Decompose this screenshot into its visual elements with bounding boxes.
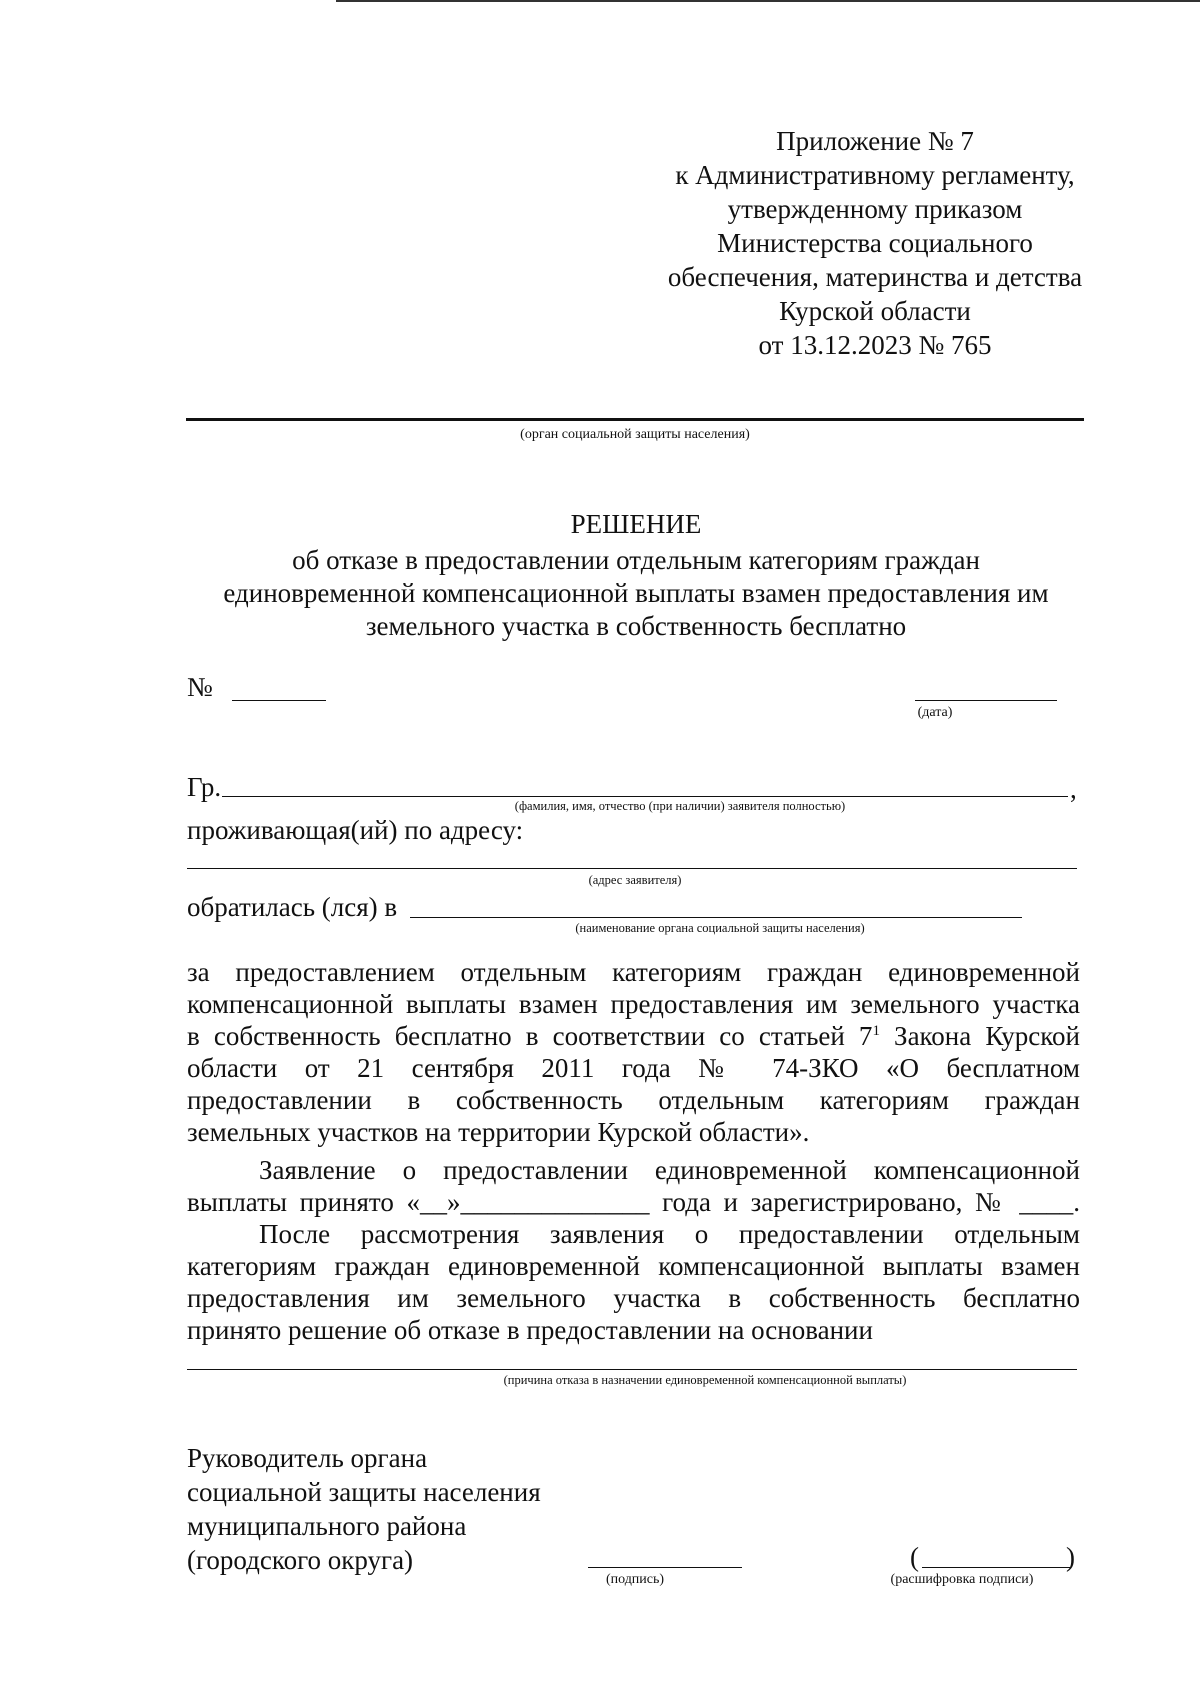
paragraph-request	[187, 956, 1080, 1148]
scan-edge-line	[336, 0, 1200, 2]
applied-blank-line	[410, 917, 1022, 918]
paragraph-line: категориям граждан единовременной компенсационной выплаты взамен	[187, 1251, 1080, 1281]
decoding-close-paren: )	[1066, 1542, 1075, 1572]
appendix-line: обеспечения, материнства и детства	[667, 262, 1083, 292]
signature-caption: (подпись)	[605, 1572, 665, 1587]
paragraph-line: предоставления им земельного участка в собственность бесплатно	[187, 1283, 1080, 1313]
paragraph-line: принято решение об отказе в предоставлении на основании	[187, 1315, 873, 1345]
decoding-caption: (расшифровка подписи)	[890, 1572, 1034, 1587]
signer-line: социальной защиты населения	[187, 1477, 541, 1507]
title-line: единовременной компенсационной выплаты взамен предоставления им	[223, 578, 1049, 608]
paragraph-line: земельных участков на территории Курской области».	[187, 1117, 810, 1147]
paragraph-line: Заявление о предоставлении единовременной компенсационной	[259, 1155, 1080, 1185]
superscript: 1	[872, 1023, 880, 1039]
signature-blank-line	[588, 1567, 742, 1568]
paragraph-line: выплаты принято «__»______________ года и зарегистрировано, № ____.	[187, 1187, 1080, 1217]
paragraph-decision	[187, 1218, 1080, 1346]
date-blank-line	[915, 700, 1057, 701]
line-text: в собственность бесплатно в соответствии со статьей 7	[187, 1021, 873, 1051]
reason-caption: (причина отказа в назначении единовременной компенсационной выплаты)	[503, 1373, 907, 1387]
appendix-line: утвержденному приказом	[727, 194, 1023, 224]
appendix-header	[620, 124, 1130, 362]
number-label: №	[187, 672, 213, 702]
paragraph-line: области от 21 сентября 2011 года № 74-ЗКО «О бесплатном	[187, 1053, 1080, 1083]
paragraph-line: за предоставлением отдельным категориям граждан единовременной	[187, 957, 1080, 987]
decoding-blank-line	[922, 1567, 1070, 1568]
citizen-caption: (фамилия, имя, отчество (при наличии) заявителя полностью)	[514, 799, 846, 813]
appendix-line: Курской области	[779, 296, 971, 326]
citizen-suffix: ,	[1070, 774, 1077, 804]
applied-caption: (наименование органа социальной защиты населения)	[575, 921, 865, 935]
appendix-line: Министерства социального	[717, 228, 1033, 258]
citizen-prefix: Гр.	[187, 772, 222, 802]
paragraph-line: компенсационной выплаты взамен предоставления им земельного участка	[187, 989, 1080, 1019]
reason-blank-line	[187, 1369, 1077, 1370]
title-line: земельного участка в собственность бесплатно	[365, 611, 907, 641]
number-blank-line	[232, 700, 326, 701]
decoding-open-paren: (	[910, 1542, 919, 1572]
appendix-line: к Административному регламенту,	[675, 160, 1075, 190]
decision-heading: РЕШЕНИЕ	[570, 509, 702, 539]
title-line: об отказе в предоставлении отдельным категориям граждан	[292, 545, 980, 575]
signer-line: (городского округа)	[187, 1545, 414, 1575]
appendix-line: Приложение № 7	[776, 126, 974, 156]
address-blank-line	[187, 868, 1077, 869]
line-text: Закона Курской	[879, 1021, 1080, 1051]
organ-caption: (орган социальной защиты населения)	[520, 427, 750, 442]
organ-blank-line	[186, 418, 1084, 421]
paragraph-line: После рассмотрения заявления о предоставлении отдельным	[259, 1219, 1080, 1249]
signer-line: муниципального района	[187, 1511, 467, 1541]
signer-block	[187, 1441, 541, 1577]
residence-label: проживающая(ий) по адресу:	[187, 815, 524, 845]
applied-label: обратилась (лся) в	[187, 892, 398, 922]
paragraph-line: предоставлении в собственность отдельным категориям граждан	[187, 1085, 1080, 1115]
date-caption: (дата)	[917, 705, 953, 720]
address-caption: (адрес заявителя)	[588, 873, 682, 887]
signer-line: Руководитель органа	[187, 1443, 428, 1473]
appendix-line: от 13.12.2023 № 765	[758, 330, 992, 360]
paragraph-line	[187, 1020, 1080, 1052]
paragraph-application	[187, 1154, 1080, 1218]
citizen-blank-line	[222, 796, 1068, 797]
